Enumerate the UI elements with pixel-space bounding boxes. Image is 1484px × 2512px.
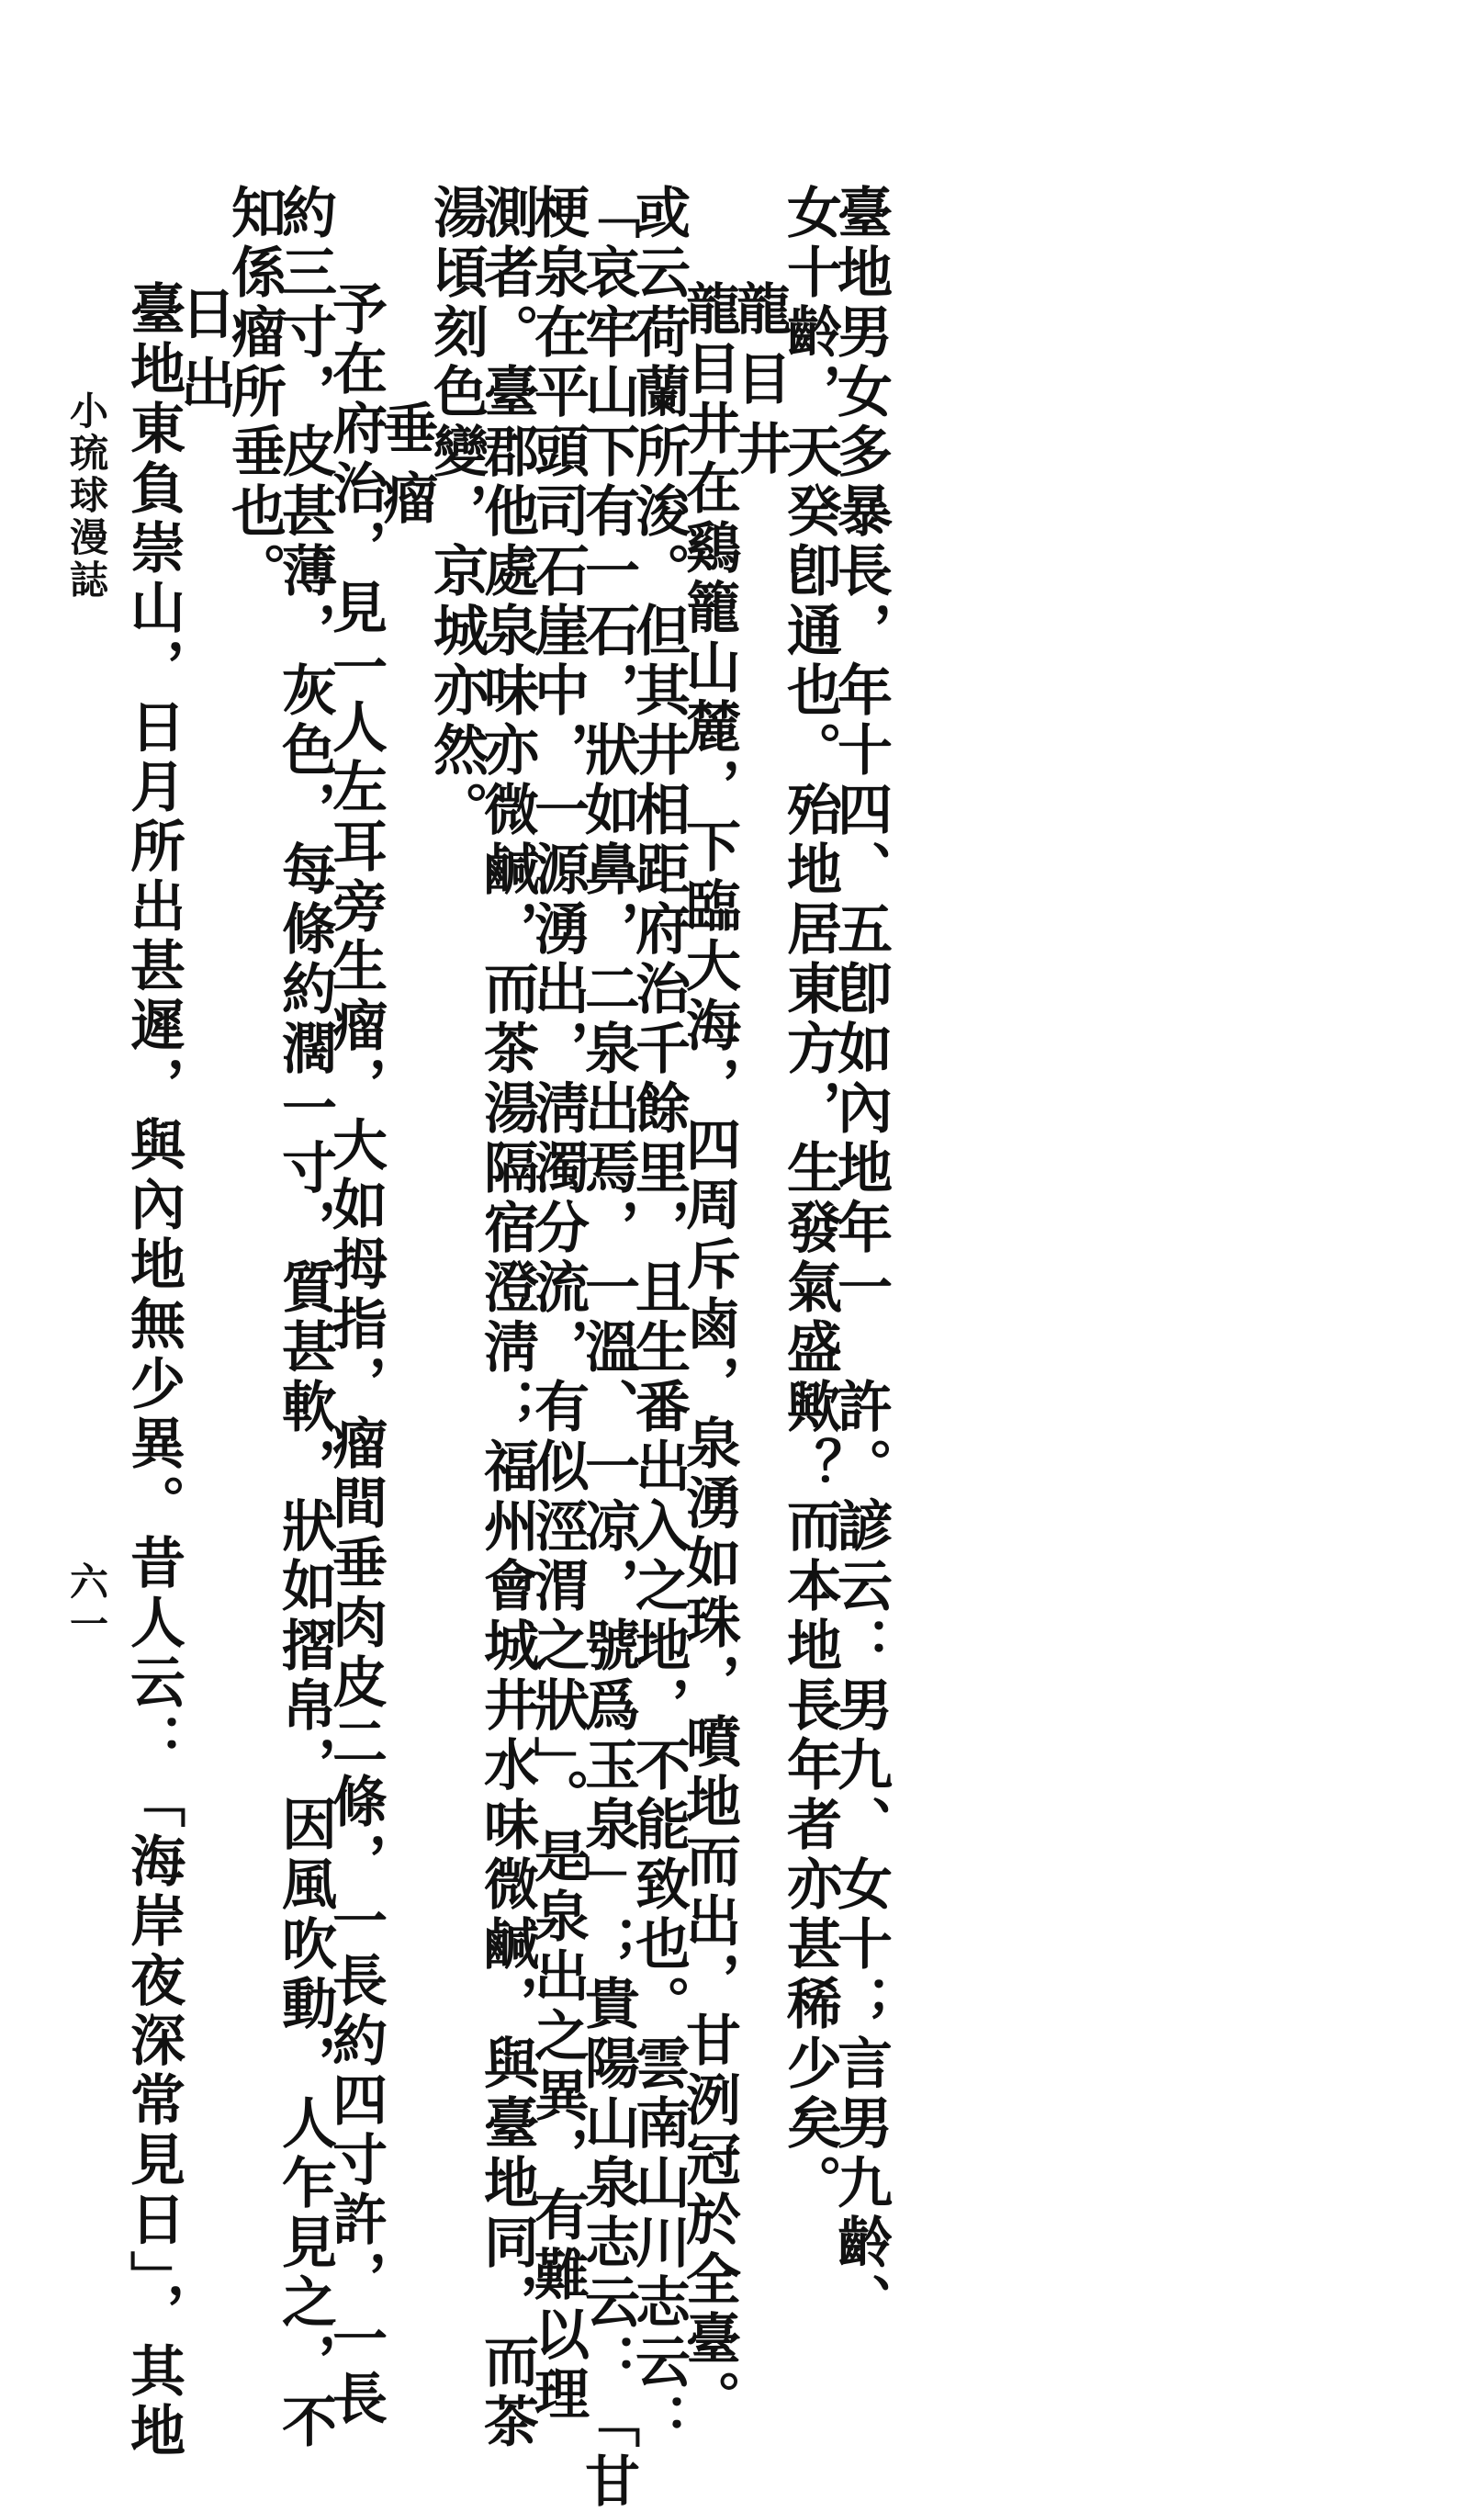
text-column-7: 梗泉在平頭司石崖中，一源湧出，淸濁分流，有似涇渭之狀」。是泉出之異，有難以理 <box>525 184 590 2425</box>
text-column-6: 「哀牢山下有一石，狀如鼻，二泉出焉，一溫、一凉，號爲玉泉」；貴陽山泉志云：「甘 <box>576 184 640 2512</box>
page-number: 六一 <box>64 1561 109 1646</box>
text-column-13: 知係瘤所垂也。 <box>222 184 287 602</box>
text-column-15: 臺地東負崇山，日月所出甚遲，與內地無少異。昔人云：「海岸夜深常見日」，其地 <box>121 280 186 2461</box>
text-column-9: 湯頃刻色變，京城亦然。 <box>424 184 489 840</box>
book-title: 小琉球漫誌 <box>64 390 109 602</box>
text-column-4: 龍目井在鷄籠山麓，下臨大海，四周斥鹵，泉湧如珠，噴地而出，甘洌冠於全臺。 <box>677 280 741 2429</box>
section-heading-chuiliu: 垂瘤 <box>374 400 438 539</box>
text-column-5: 或云荷蘭所浚。但其井相距府治千餘里，且生番出入之地，不能致也。雲南山川志云： <box>626 184 691 2452</box>
text-column-11: 予在府治，見一人左耳旁生瘤，大如拇指，瘤間垂肉皮二條，一長約四寸許，一長 <box>323 280 388 2429</box>
section-heading-longmujing: 龍目井 <box>727 280 792 490</box>
text-column-2: 女十齡，天癸卽通也。殆地居東方，生發氣盛歟？而本地長年者亦甚稀少矣。 <box>778 184 842 2213</box>
text-column-8: 測者。臺郡他處泉味亦微鹹，而茶湯隔宿澄淸；福州會城井水味微鹹，與臺地同，而茶 <box>475 184 539 2452</box>
text-column-12: 約三寸，皮甚薄，灰色，每條約濶一寸，質甚軟，狀如摺帛，因風吹動，人乍見之，不 <box>273 184 337 2452</box>
section-heading-richu: 日出 <box>172 285 236 424</box>
text-column-1: 臺地男女多暴長，年十四、五卽如內地年一 許。諺云：男九、女十；言男九齡、 <box>828 184 893 2333</box>
